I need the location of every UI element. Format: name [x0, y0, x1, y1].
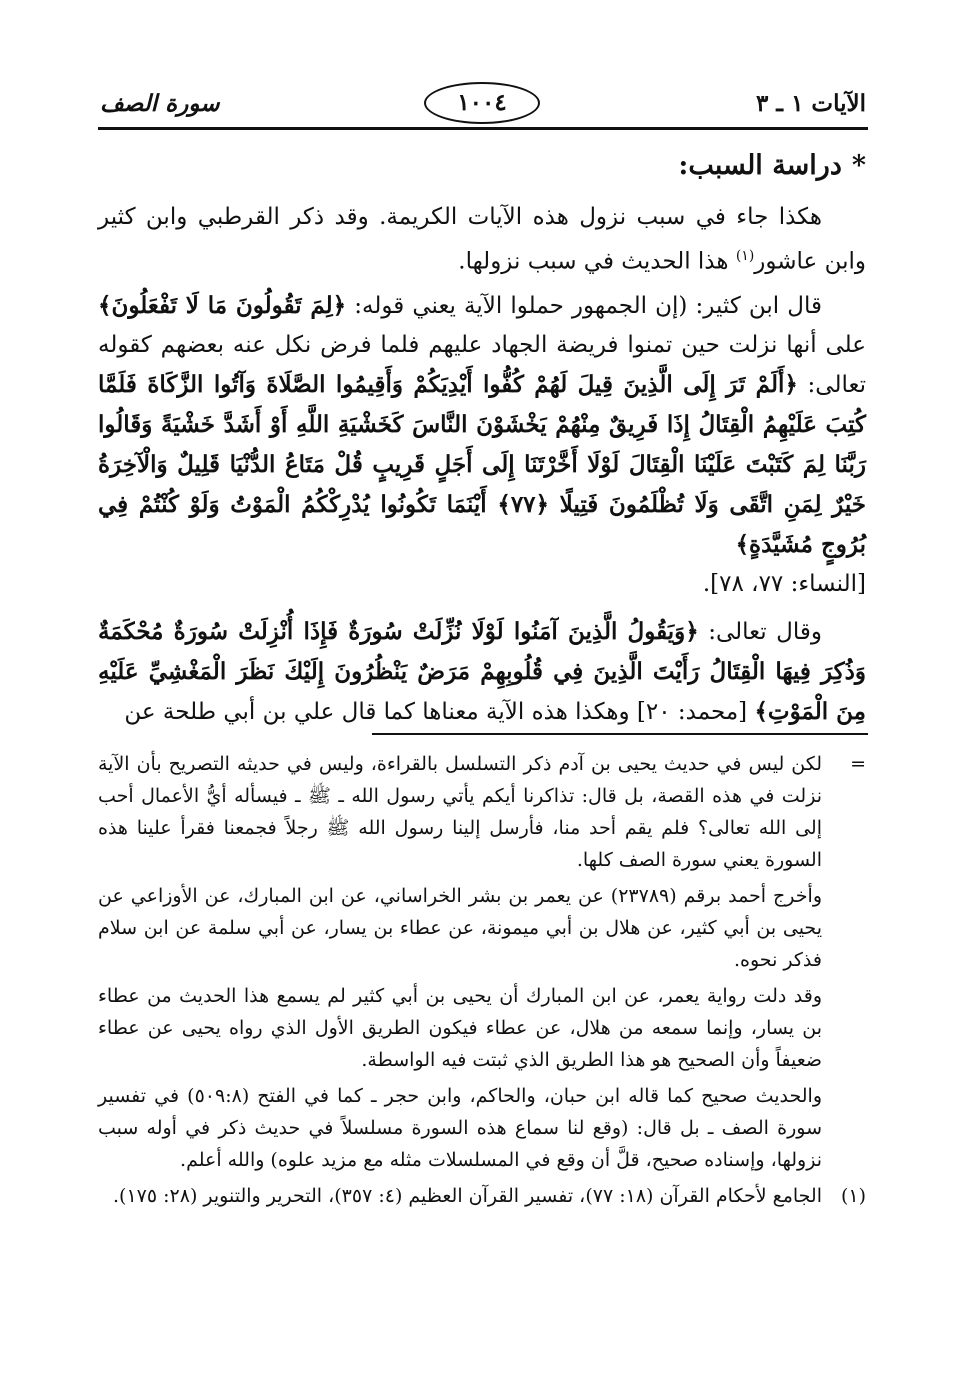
- main-text: [98, 198, 866, 732]
- quran-quote-2: ﴿أَلَمْ تَرَ إِلَى الَّذِينَ قِيلَ لَهُمْ كُفُّوا أَيْدِيَكُمْ وَأَقِيمُوا الصَّلَاةَ وَآتُوا الزَّكَاةَ فَلَمَّا كُتِبَ عَلَيْهِمُ الْقِتَالُ إِذَا فَرِيقٌ مِنْهُمْ يَخْشَوْنَ النَّاسَ كَخَشْيَةِ اللَّهِ أَوْ أَشَدَّ خَشْيَةً وَقَالُوا رَبَّنَا لِمَ كَتَبْتَ عَلَيْنَا الْقِتَالَ لَوْلَا أَخَّرْتَنَا إِلَى أَجَلٍ قَرِيبٍ قُلْ مَتَاعُ الدُّنْيَا قَلِيلٌ وَالْآخِرَةُ خَيْرٌ لِمَنِ اتَّقَى وَلَا تُظْلَمُونَ فَتِيلًا ﴿٧٧﴾ أَيْنَمَا تَكُونُوا يُدْرِكْكُمُ الْمَوْتُ وَلَوْ كُنْتُمْ فِي بُرُوجٍ مُشَيَّدَةٍ﴾: [98, 370, 866, 558]
- footnotes: [98, 748, 866, 1216]
- footnote-1-text: الجامع لأحكام القرآن (١٨: ٧٧)، تفسير القرآن العظيم (٤: ٣٥٧)، التحرير والتنوير (٢٨: ١٧٥).: [113, 1185, 822, 1207]
- star-icon: *: [851, 150, 866, 181]
- header-surah-name: سورة الصف: [100, 90, 220, 117]
- page-number: ١٠٠٤: [424, 82, 540, 124]
- footnote-1-marker: (١): [840, 1185, 866, 1207]
- continuation-marker: =: [850, 753, 866, 775]
- citation-nisa: [98, 565, 866, 604]
- paragraph-3: [98, 612, 866, 732]
- section-heading: [678, 150, 866, 181]
- footnote-paragraph-3: وقد دلت رواية يعمر، عن ابن المبارك أن يحيى بن أبي كثير لم يسمع هذا الحديث من عطاء بن يسار، وإنما سمعه من هلال، عن عطاء فيكون الطريق الأول الذي رواه يحيى عن عطاء ضعيفاً وأن الصحيح هو هذا الطريق الذي ثبتت فيه الواسطة.: [98, 985, 822, 1071]
- paragraph-1-text-a: هكذا جاء في سبب نزول هذه الآيات الكريمة. وقد ذكر القرطبي وابن كثير وابن عاشور: [98, 204, 866, 275]
- footnote-continuation-body: [98, 748, 822, 1176]
- paragraph-2-text-b: على أنها نزلت حين تمنوا فريضة الجهاد عليهم فلما فرض نكل عنه بعضهم كقوله تعالى:: [98, 331, 866, 398]
- header-divider: [98, 127, 868, 130]
- footnote-paragraph-2: وأخرج أحمد برقم (٢٣٧٨٩) عن يعمر بن بشر الخراساني، عن ابن المبارك، عن الأوزاعي عن يحيى بن أبي كثير، عن هلال بن أبي ميمونة، عن عطاء بن يسار، عن أبي سلمة عن ابن سلام فذكر نحوه.: [98, 885, 822, 971]
- paragraph-2: [98, 286, 866, 565]
- footnote-paragraph-1: لكن ليس في حديث يحيى بن آدم ذكر التسلسل بالقراءة، وليس في حديثه التصريح بأن الآية نزلت في هذه القصة، بل قال: تذاكرنا أيكم يأتي رسول الله ـ ﷺ ـ فيسأله أيُّ الأعمال أحب إلى الله تعالى؟ فلم يقم أحد منا، فأرسل إلينا رسول الله ﷺ رجلاً فجمعنا فقرأ علينا هذه السورة يعني سورة الصف كلها.: [98, 753, 822, 871]
- section-title: دراسة السبب:: [678, 150, 842, 181]
- paragraph-3-text-a: وقال تعالى:: [698, 618, 822, 645]
- paragraph-3-text-b: [محمد: ٢٠] وهكذا هذه الآية معناها كما قال علي بن أبي طلحة عن: [124, 698, 755, 725]
- footnote-1: [98, 1180, 866, 1212]
- footnote-paragraph-4: والحديث صحيح كما قاله ابن حبان، والحاكم، وابن حجر ـ كما في الفتح (٥٠٩:٨) في تفسير سورة الصف ـ بل قال: (وقع لنا سماع هذه السورة مسلسلاً في حديث ذكر في أوله سبب نزولها، وإسناده صحيح، قلَّ أن وقع في المسلسلات مثله مع مزيد علوه) والله أعلم.: [98, 1085, 822, 1171]
- paragraph-1-text-b: هذا الحديث في سبب نزولها.: [458, 248, 736, 275]
- paragraph-2-text-a: قال ابن كثير: (إن الجمهور حملوا الآية يعني قوله:: [346, 292, 822, 319]
- quran-quote-3: ﴿وَيَقُولُ الَّذِينَ آمَنُوا لَوْلَا نُزِّلَتْ سُورَةٌ فَإِذَا أُنْزِلَتْ سُورَةٌ مُحْكَمَةٌ وَذُكِرَ فِيهَا الْقِتَالُ رَأَيْتَ الَّذِينَ فِي قُلُوبِهِمْ مَرَضٌ يَنْظُرُونَ إِلَيْكَ نَظَرَ الْمَغْشِيِّ عَلَيْهِ مِنَ الْمَوْتِ﴾: [98, 617, 866, 725]
- footnote-ref-1: (١): [735, 248, 755, 264]
- quran-quote-1: ﴿لِمَ تَقُولُونَ مَا لَا تَفْعَلُونَ﴾: [98, 291, 347, 319]
- paragraph-1: [98, 198, 866, 282]
- footnote-divider: [372, 733, 868, 735]
- header-verse-range: الآيات ١ ـ ٣: [755, 90, 866, 117]
- citation-nisa-text: [النساء: ٧٧، ٧٨].: [702, 570, 866, 597]
- footnote-continuation: [98, 748, 866, 1176]
